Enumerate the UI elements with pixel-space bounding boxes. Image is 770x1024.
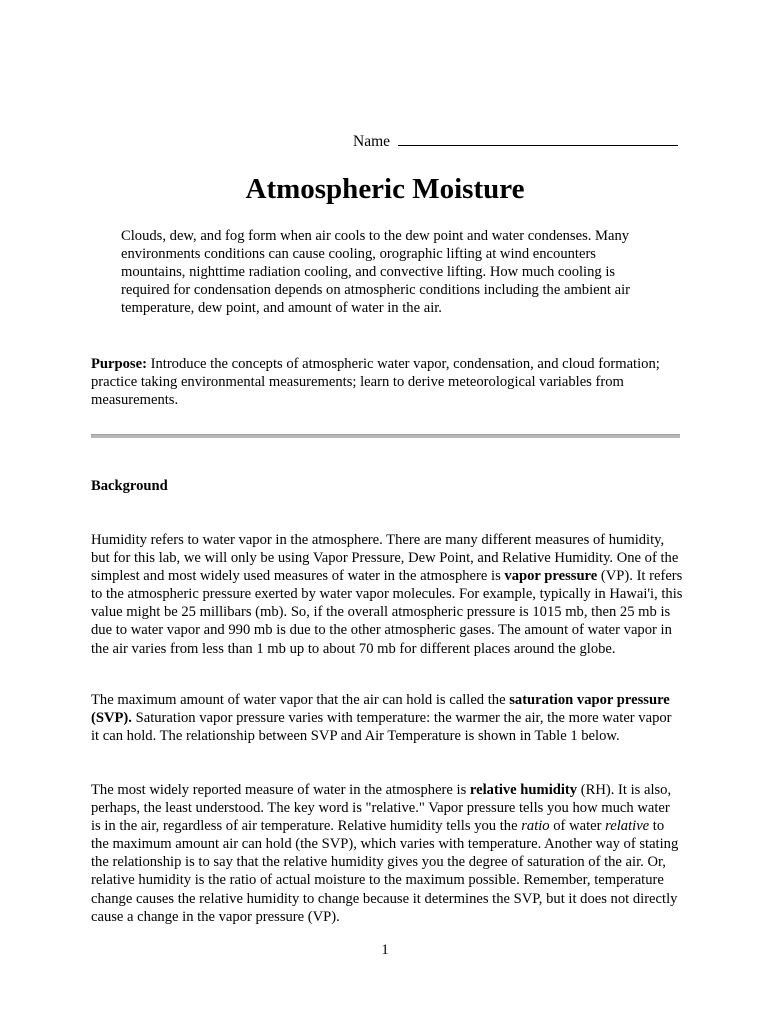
text-run-normal: Introduce the concepts of atmospheric water vapor, condensation, and cloud formation; practice taking environmental measurements; learn to derive meteorological variables from measurements. — [91, 356, 660, 409]
intro-paragraph: Clouds, dew, and fog form when air cools to the dew point and water condenses. Many environments conditions can cause cooling, orographic lifting at wind encounters mountains, nighttime radiation cooling, and convective lifting. How much cooling is required for condensation depends on atmospheric conditions including the ambient air temperature, dew point, and amount of water in the air. — [121, 228, 631, 317]
relative-humidity-paragraph — [91, 781, 683, 926]
document-title: Atmospheric Moisture — [245, 173, 525, 205]
text-run-bold: Purpose: — [91, 356, 147, 372]
text-run-bold: saturation vapor pressure (SVP). — [91, 692, 670, 727]
page-number: 1 — [381, 942, 389, 958]
name-field — [353, 132, 678, 152]
text-run-bold: vapor pressure — [504, 568, 598, 585]
text-run-normal: (VP). It refers to the atmospheric pressure exerted by water vapor molecules. For example, typically in Hawai'i, this value might be 25 millibars (mb). So, if the overall atmospheric pressure is 1015 mb, then 25 mb is due to water vapor and 990 mb is due to the other atmospheric gases. The amount of water vapor in the air varies from less than 1 mb up to about 70 mb for different places around the globe. — [91, 568, 683, 657]
text-run-italic: relative — [605, 818, 650, 835]
text-run-normal: The maximum amount of water vapor that the air can hold is called the — [91, 692, 510, 708]
background-heading: Background — [91, 478, 168, 494]
text-run-normal: Saturation vapor pressure varies with temperature: the warmer the air, the more water vapor it can hold. The relationship between SVP and Air Temperature is shown in Table 1 below. — [91, 710, 672, 745]
vapor-pressure-paragraph — [91, 531, 683, 658]
name-label: Name — [353, 133, 391, 150]
text-run-bold: relative humidity — [469, 782, 578, 798]
text-run-normal: The most widely reported measure of water in the atmosphere is — [91, 782, 470, 798]
section-divider — [91, 434, 680, 438]
text-run-normal: (RH). It is also, perhaps, the least understood. The key word is "relative." Vapor pressure tells you how much water is in the air, regardless of air temperature. Relative humidity tells you the — [91, 782, 672, 835]
text-run-normal: of water — [549, 818, 606, 835]
saturation-vapor-pressure-paragraph — [91, 691, 683, 745]
name-blank-line[interactable] — [398, 133, 678, 146]
text-run-normal: to the maximum amount air can hold (the SVP), which varies with temperature. Another way of stating the relationship is to say that the relative humidity gives you the degree of saturation of the air. Or, relative humidity is the ratio of actual moisture to the maximum possible. Remember, temperature change causes the relative humidity to change because it determines the SVP, but it does not directly cause a change in the vapor pressure (VP). — [91, 818, 679, 925]
text-run-italic: ratio — [521, 818, 550, 835]
purpose-paragraph — [91, 355, 684, 409]
text-run-normal: Humidity refers to water vapor in the atmosphere. There are many different measures of humidity, but for this lab, we will only be using Vapor Pressure, Dew Point, and Relative Humidity. One of the simplest and most widely used measures of water in the atmosphere is — [91, 532, 679, 585]
